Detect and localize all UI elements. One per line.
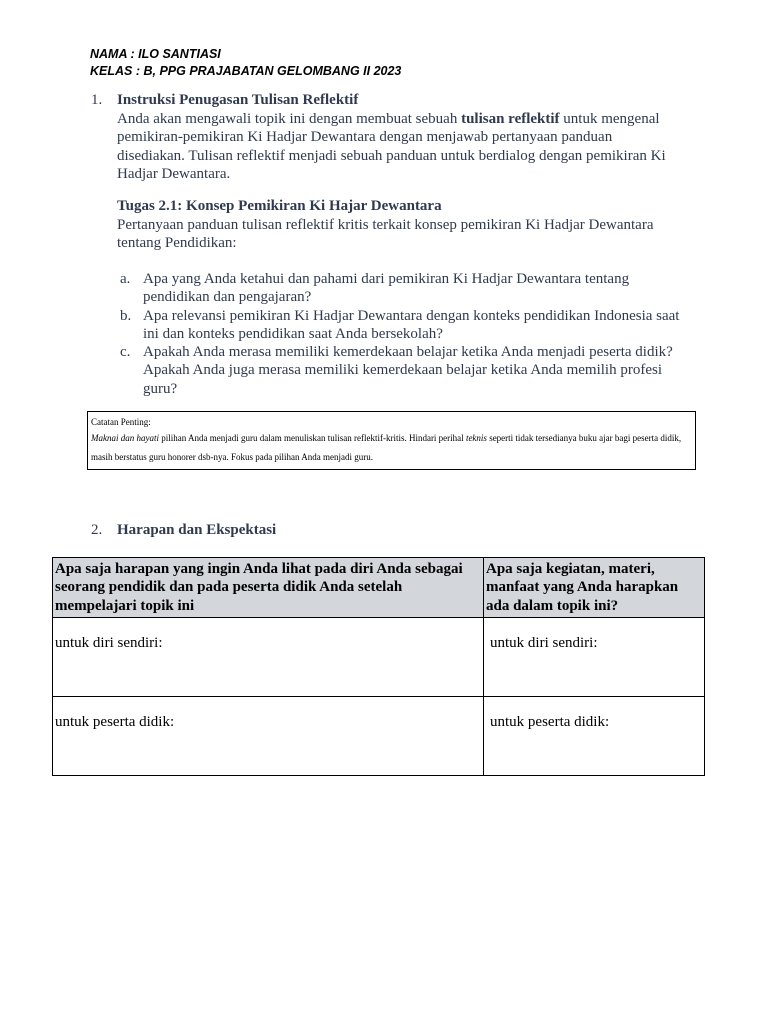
question-letter: b. xyxy=(120,307,132,324)
expectation-table xyxy=(52,557,705,776)
task-title: Tugas 2.1: Konsep Pemikiran Ki Hajar Dewantara xyxy=(117,198,442,214)
question-item xyxy=(117,270,687,307)
section-1-intro xyxy=(117,110,677,183)
intro-text-start: Anda akan mengawali topik ini dengan membuat sebuah xyxy=(117,111,462,127)
class-line: KELAS : B, PPG PRAJABATAN GELOMBANG II 2023 xyxy=(90,64,402,78)
question-item xyxy=(117,307,687,344)
section-2-number: 2. xyxy=(91,522,103,538)
question-text: Apa relevansi pemikiran Ki Hadjar Dewantara dengan konteks pendidikan Indonesia saat ini dan konteks pendidikan saat Anda bersekolah? xyxy=(143,307,680,342)
table-row xyxy=(53,697,705,776)
intro-bold-term: tulisan reflektif xyxy=(461,111,560,127)
question-text: Apa yang Anda ketahui dan pahami dari pemikiran Ki Hadjar Dewantara tentang pendidikan dan pengajaran? xyxy=(143,271,630,306)
question-letter: a. xyxy=(120,271,131,287)
question-list xyxy=(117,270,687,398)
intro-text-end: untuk mengenal pemikiran-pemikiran Ki Hadjar Dewantara dengan menjawab pertanyaan panduan disediakan. Tulisan reflektif menjadi sebuah panduan untuk berdialog dengan pemikiran Ki Hadjar Dewantara. xyxy=(117,111,666,182)
table-header-row xyxy=(53,558,705,618)
note-italic-mid: teknis xyxy=(465,433,487,443)
important-note-box xyxy=(87,411,696,470)
note-text-2: seperti tidak tersedianya buku ajar bagi peserta didik, masih berstatus guru honorer dsb-nya. Fokus pada pilihan Anda menjadi guru. xyxy=(91,433,682,462)
note-body xyxy=(91,429,692,467)
table-row xyxy=(53,618,705,697)
row-students-right[interactable]: untuk peserta didik: xyxy=(484,697,705,776)
question-letter: c. xyxy=(120,344,131,361)
section-1-title: Instruksi Penugasan Tulisan Reflektif xyxy=(117,92,359,108)
section-2-title: Harapan dan Ekspektasi xyxy=(117,522,277,538)
row-self-right[interactable]: untuk diri sendiri: xyxy=(484,618,705,697)
task-intro: Pertanyaan panduan tulisan reflektif kritis terkait konsep pemikiran Ki Hadjar Dewantara tentang Pendidikan: xyxy=(117,217,654,252)
question-item xyxy=(117,343,687,398)
note-label: Catatan Penting: xyxy=(91,417,151,427)
section-1-number: 1. xyxy=(91,92,103,108)
header-right-cell: Apa saja kegiatan, materi, manfaat yang Anda harapkan ada dalam topik ini? xyxy=(484,558,705,618)
header xyxy=(90,46,401,80)
note-text-1: pilihan Anda menjadi guru dalam menuliskan tulisan reflektif-kritis. Hindari perihal xyxy=(159,433,466,443)
header-left-cell: Apa saja harapan yang ingin Anda lihat pada diri Anda sebagai seorang pendidik dan pada peserta didik Anda setelah mempelajari topik ini xyxy=(53,558,484,618)
row-self-left[interactable]: untuk diri sendiri: xyxy=(53,618,484,697)
name-line: NAMA : ILO SANTIASI xyxy=(90,47,221,61)
row-students-left[interactable]: untuk peserta didik: xyxy=(53,697,484,776)
note-italic-start: Maknai dan hayati xyxy=(91,433,159,443)
question-text: Apakah Anda merasa memiliki kemerdekaan belajar ketika Anda menjadi peserta didik? Apakah Anda juga merasa memiliki kemerdekaan belajar ketika Anda memilih profesi guru? xyxy=(143,344,673,397)
